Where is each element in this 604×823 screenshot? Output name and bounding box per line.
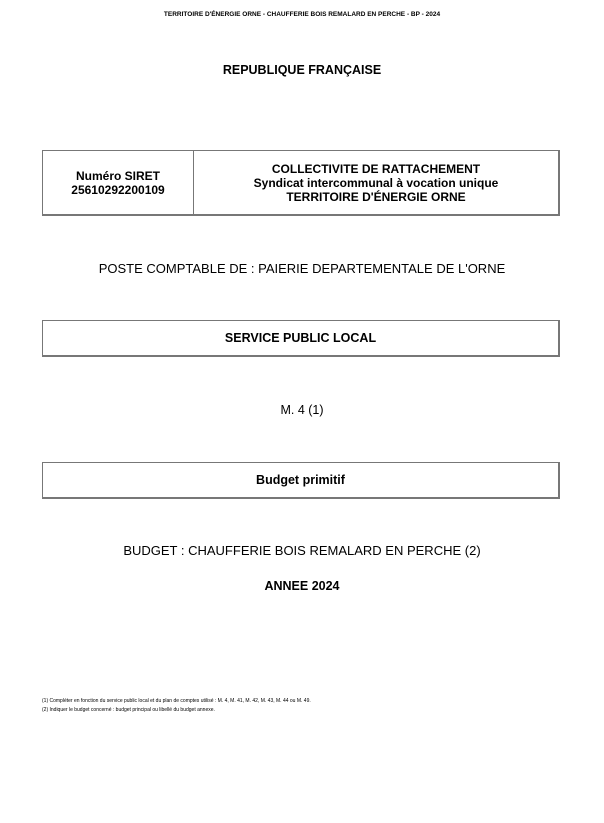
republic-title: REPUBLIQUE FRANÇAISE (222, 63, 382, 77)
collectivite-heading: COLLECTIVITE DE RATTACHEMENT (271, 161, 481, 176)
poste-comptable: POSTE COMPTABLE DE : PAIERIE DEPARTEMENTALE DE L'ORNE (98, 261, 506, 276)
siret-cell (43, 151, 194, 214)
siret-number: 25610292200109 (71, 182, 165, 197)
budget-name: BUDGET : CHAUFFERIE BOIS REMALARD EN PERCHE (2) (123, 543, 481, 558)
budget-year: ANNEE 2024 (264, 579, 340, 593)
footnotes (42, 697, 311, 715)
footnote-2: (2) Indiquer le budget concerné : budget principal ou libellé du budget annexe. (42, 707, 215, 713)
siret-label: Numéro SIRET (75, 168, 160, 183)
nomenclature: M. 4 (1) (280, 403, 324, 417)
collectivite-cell (194, 151, 558, 214)
collectivite-name: TERRITOIRE D'ÉNERGIE ORNE (286, 189, 466, 204)
running-header: TERRITOIRE D'ÉNERGIE ORNE - CHAUFFERIE BOIS REMALARD EN PERCHE - BP - 2024 (163, 11, 441, 18)
footnote-1: (1) Compléter en fonction du service public local et du plan de comptes utilisé : M. 4, M. 41, M. 42, M. 43, M. 44 ou M. 49. (42, 698, 311, 704)
budget-type-label: Budget primitif (256, 473, 345, 487)
budget-type-box (42, 462, 560, 499)
identification-box (42, 150, 560, 216)
service-box (42, 320, 560, 357)
service-label: SERVICE PUBLIC LOCAL (224, 331, 377, 345)
collectivite-type: Syndicat intercommunal à vocation unique (253, 175, 499, 190)
